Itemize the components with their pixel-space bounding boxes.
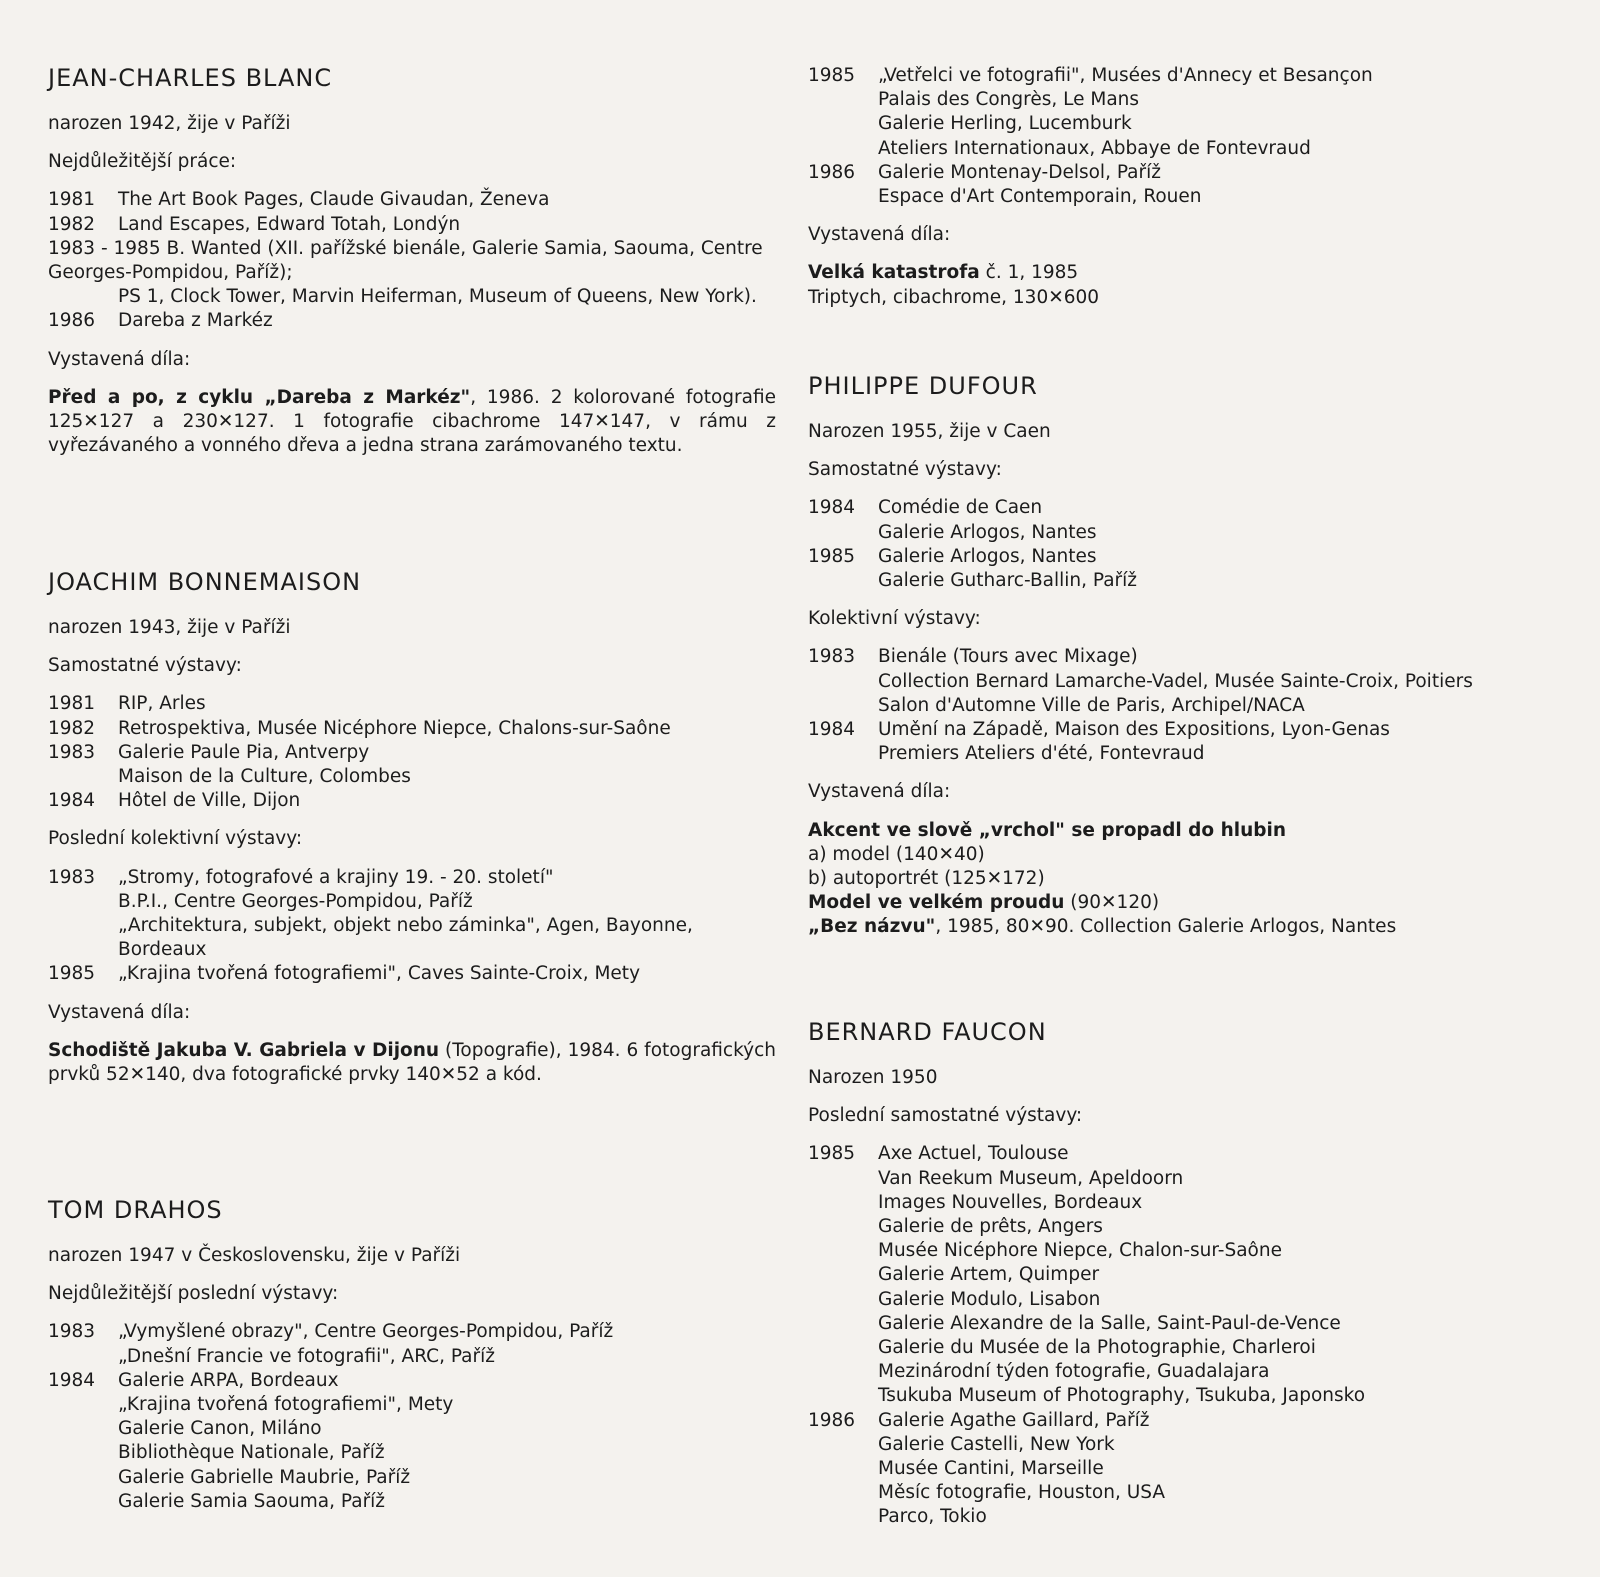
section-heading: Poslední kolektivní výstavy:: [48, 828, 303, 850]
artist-faucon: [808, 1018, 1543, 1530]
year: 1982: [48, 717, 96, 739]
entry-text: Axe Actuel, Toulouse: [878, 1143, 1069, 1165]
entry-text: Comédie de Caen: [878, 497, 1043, 519]
list-item: [808, 545, 1543, 593]
entry-text: Galerie Canon, Miláno: [118, 1418, 322, 1440]
entry-text: „Krajina tvořená fotografiemi", Mety: [118, 1394, 454, 1416]
entry-text: „Stromy, fotografové a krajiny 19. - 20. století": [118, 866, 554, 888]
artist-name: JOACHIM BONNEMAISON: [48, 568, 362, 596]
artist-drahos: [48, 1196, 776, 1514]
artist-name: TOM DRAHOS: [48, 1196, 223, 1224]
list-item: [48, 789, 776, 813]
year: 1986: [808, 1409, 856, 1431]
artist-born: narozen 1943, žije v Paříži: [48, 617, 291, 638]
entry-text: Hôtel de Ville, Dijon: [118, 790, 301, 812]
work-part: a) model (140✕40): [808, 843, 985, 865]
artist-name: BERNARD FAUCON: [808, 1018, 1047, 1046]
list-item: [48, 692, 776, 716]
solo-list: [48, 692, 776, 813]
entry-text: Parco, Tokio: [878, 1506, 987, 1528]
entry-text: PS 1, Clock Tower, Marvin Heiferman, Museum of Queens, New York).: [118, 286, 757, 308]
artist-name: JEAN-CHARLES BLANC: [48, 64, 333, 92]
entry-text: Dareba z Markéz: [118, 310, 273, 332]
list-item: [48, 309, 776, 333]
entry-text: Galerie Herling, Lucemburk: [878, 113, 1132, 135]
year: 1984: [808, 719, 856, 741]
section-heading: Samostatné výstavy:: [48, 655, 242, 677]
entry-text: B. Wanted (XII. pařížské bienále, Galerie Samia, Saouma, Centre Georges-Pompidou, Paříž);: [48, 237, 763, 284]
exhibited-work: [808, 891, 1543, 915]
entry-text: „Vymyšlené obrazy", Centre Georges-Pompidou, Paříž: [118, 1321, 614, 1343]
exhibited-work: [808, 915, 1543, 939]
entry-text: Images Nouvelles, Bordeaux: [878, 1191, 1143, 1213]
artist-drahos-continued: [808, 64, 1543, 310]
entry-text: „Dnešní Francie ve fotografii", ARC, Paříž: [118, 1345, 495, 1367]
list-item: [808, 64, 1543, 161]
entry-text: Musée Cantini, Marseille: [878, 1458, 1104, 1480]
recent-list: [808, 1142, 1543, 1529]
list-item: [48, 866, 776, 963]
year: 1983: [48, 1321, 96, 1343]
entry-text: Galerie Agathe Gaillard, Paříž: [878, 1409, 1150, 1431]
section-heading: Vystavená díla:: [808, 224, 951, 246]
work-title: „Bez názvu": [808, 916, 936, 938]
entry-text: Galerie Paule Pia, Antverpy: [118, 741, 370, 763]
list-item: [48, 213, 776, 237]
artist-blanc: [48, 64, 776, 458]
entry-text: Galerie Castelli, New York: [878, 1433, 1115, 1455]
year: 1981: [48, 693, 96, 715]
work-details: , 1986. 2 kolorované fotografie 125✕127 a 230✕127. 1 fotografie cibachrome 147✕147, v rámu z vyřezávaného a vonného dřeva a jedna strana zarámovaného textu.: [48, 386, 776, 457]
section-heading: Samostatné výstavy:: [808, 459, 1002, 481]
works-list: [48, 188, 776, 333]
solo-list: [808, 496, 1543, 593]
work-title: Schodiště Jakuba V. Gabriela v Dijonu: [48, 1039, 440, 1061]
list-item: [808, 496, 1543, 544]
section-heading: Vystavená díla:: [48, 348, 191, 370]
entry-text: Retrospektiva, Musée Nicéphore Niepce, Chalons-sur-Saône: [118, 717, 671, 739]
entry-text: Galerie Montenay-Delsol, Paříž: [878, 161, 1161, 183]
entry-text: Collection Bernard Lamarche-Vadel, Musée Sainte-Croix, Poitiers: [878, 670, 1473, 692]
entry-text: Galerie ARPA, Bordeaux: [118, 1369, 339, 1391]
exhibited-work: [48, 1039, 776, 1087]
section-heading: Nejdůležitější poslední výstavy:: [48, 1283, 339, 1305]
entry-text: Bienále (Tours avec Mixage): [878, 646, 1138, 668]
artist-bonnemaison: [48, 568, 776, 1087]
entry-text: „Architektura, subjekt, objekt nebo záminka", Agen, Bayonne, Bordeaux: [118, 915, 693, 961]
recent-list: [48, 1320, 776, 1514]
work-details: č. 1, 1985: [979, 262, 1079, 284]
entry-text: Umění na Západě, Maison des Expositions, Lyon-Genas: [878, 719, 1390, 741]
year: 1983: [48, 866, 96, 888]
entry-text: Ateliers Internationaux, Abbaye de Fontevraud: [878, 137, 1311, 159]
work-title: Model ve velkém proudu: [808, 892, 1065, 914]
year: 1984: [48, 1369, 96, 1391]
section-heading: Poslední samostatné výstavy:: [808, 1105, 1083, 1127]
list-item: [48, 237, 776, 310]
entry-text: B.P.I., Centre Georges-Pompidou, Paříž: [118, 890, 473, 912]
entry-text: Galerie Arlogos, Nantes: [878, 521, 1097, 543]
entry-text: Van Reekum Museum, Apeldoorn: [878, 1167, 1184, 1189]
year: 1985: [808, 1143, 856, 1165]
work-medium: Triptych, cibachrome, 130✕600: [808, 286, 1100, 308]
year: 1981: [48, 189, 96, 211]
group-list: [808, 645, 1543, 766]
work-details: (90✕120): [1064, 892, 1160, 914]
entry-text: Mezinárodní týden fotografie, Guadalajara: [878, 1361, 1270, 1383]
year: 1983: [808, 646, 856, 668]
year: 1985: [808, 65, 856, 86]
entry-text: Galerie Artem, Quimper: [878, 1264, 1100, 1286]
group-list: [48, 866, 776, 987]
entry-text: Galerie Gutharc-Ballin, Paříž: [878, 570, 1138, 592]
list-item: [48, 1369, 776, 1514]
entry-text: Maison de la Culture, Colombes: [118, 766, 411, 788]
year: 1985: [808, 545, 856, 567]
list-item: [808, 161, 1543, 209]
artist-born: narozen 1947 v Československu, žije v Paříži: [48, 1245, 461, 1266]
work-title: Před a po, z cyklu „Dareba z Markéz": [48, 386, 471, 408]
entry-text: Musée Nicéphore Niepce, Chalon-sur-Saône: [878, 1240, 1282, 1262]
year: 1984: [808, 497, 856, 519]
year: 1982: [48, 213, 96, 235]
list-item: [48, 1320, 776, 1368]
year: 1986: [48, 310, 96, 332]
year: 1985: [48, 963, 96, 985]
list-item: [808, 718, 1543, 766]
entry-text: Land Escapes, Edward Totah, Londýn: [118, 213, 461, 235]
list-item: [48, 188, 776, 212]
work-details: (Topografie), 1984. 6 fotografických prvků 52✕140, dva fotografické prvky 140✕52 a kód.: [48, 1039, 776, 1086]
list-item: [808, 1142, 1543, 1408]
entry-text: Galerie Arlogos, Nantes: [878, 545, 1097, 567]
artist-born: Narozen 1955, žije v Caen: [808, 421, 1051, 442]
section-heading: Kolektivní výstavy:: [808, 608, 981, 630]
entry-text: The Art Book Pages, Claude Givaudan, Ženeva: [118, 189, 550, 211]
entry-text: Tsukuba Museum of Photography, Tsukuba, Japonsko: [878, 1385, 1366, 1407]
entry-text: Palais des Congrès, Le Mans: [878, 89, 1140, 111]
entry-text: Galerie Alexandre de la Salle, Saint-Paul-de-Vence: [878, 1312, 1341, 1334]
entry-text: Měsíc fotografie, Houston, USA: [878, 1482, 1165, 1504]
artist-born: narozen 1942, žije v Paříži: [48, 113, 291, 134]
entry-text: „Krajina tvořená fotografiemi", Caves Sainte-Croix, Mety: [118, 963, 641, 985]
entry-text: Galerie du Musée de la Photographie, Charleroi: [878, 1337, 1316, 1359]
section-heading: Nejdůležitější práce:: [48, 151, 237, 173]
list-item: [808, 645, 1543, 718]
entry-text: Premiers Ateliers d'été, Fontevraud: [878, 743, 1205, 765]
entry-text: Espace d'Art Contemporain, Rouen: [878, 186, 1202, 208]
artist-name: PHILIPPE DUFOUR: [808, 372, 1038, 400]
entry-text: Galerie Samia Saouma, Paříž: [118, 1490, 386, 1512]
work-title: Akcent ve slově „vrchol" se propadl do hlubin: [808, 819, 1287, 841]
section-heading: Vystavená díla:: [48, 1001, 191, 1023]
year: 1983: [48, 741, 96, 763]
work-part: b) autoportrét (125✕172): [808, 868, 1045, 890]
artist-dufour: [808, 372, 1543, 940]
entry-text: Salon d'Automne Ville de Paris, Archipel/NACA: [878, 694, 1305, 716]
entry-text: RIP, Arles: [118, 693, 206, 715]
artist-born: Narozen 1950: [808, 1067, 938, 1088]
recent-list-continued: [808, 64, 1543, 209]
exhibited-work: [48, 386, 776, 459]
list-item: [808, 1409, 1543, 1530]
entry-text: Galerie Gabrielle Maubrie, Paříž: [118, 1466, 411, 1488]
entry-text: Galerie de prêts, Angers: [878, 1216, 1103, 1238]
year: 1983 - 1985: [48, 237, 161, 259]
year: 1986: [808, 161, 856, 183]
exhibited-work: [808, 261, 1543, 285]
entry-text: „Vetřelci ve fotografii", Musées d'Annecy et Besançon: [878, 65, 1373, 86]
list-item: [48, 741, 776, 789]
work-details: , 1985, 80✕90. Collection Galerie Arlogos, Nantes: [935, 916, 1397, 938]
list-item: [48, 962, 776, 986]
work-title: Velká katastrofa: [808, 262, 980, 284]
entry-text: Galerie Modulo, Lisabon: [878, 1288, 1101, 1310]
year: 1984: [48, 790, 96, 812]
section-heading: Vystavená díla:: [808, 781, 951, 803]
entry-text: Bibliothèque Nationale, Paříž: [118, 1442, 385, 1464]
list-item: [48, 717, 776, 741]
